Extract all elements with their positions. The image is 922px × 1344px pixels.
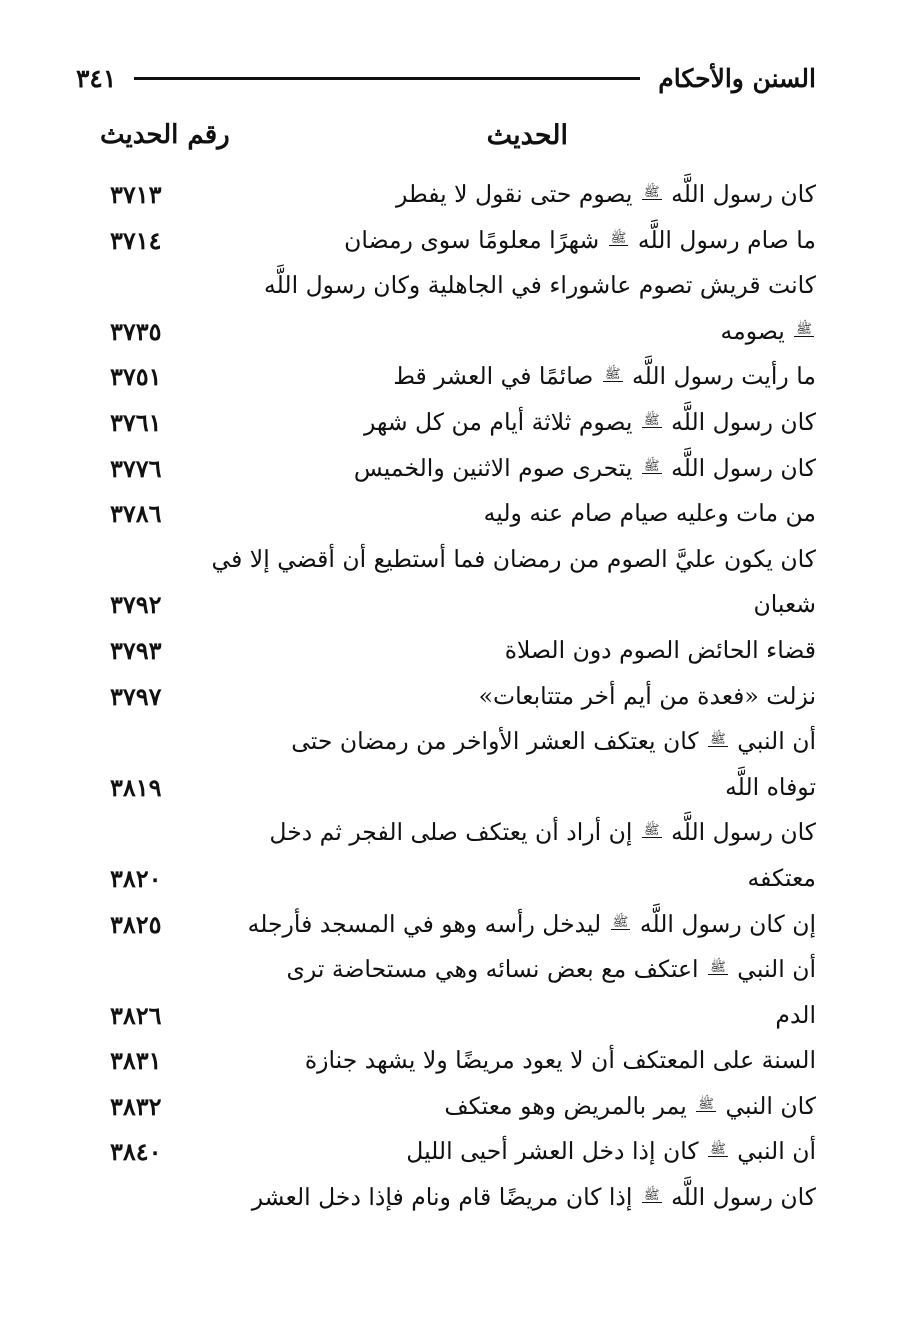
salawat-symbol: ﷺ — [710, 960, 726, 976]
hadith-number: ٣٨٣٢ — [110, 1091, 162, 1121]
hadith-text-part: إذا كان مريضًا قام ونام فإذا دخل العشر — [251, 1183, 633, 1212]
hadith-text-part: صائمًا في العشر قط — [393, 362, 594, 391]
running-head — [76, 58, 816, 98]
hadith-number: ٣٧٩٣ — [110, 635, 162, 665]
salawat-symbol: ﷺ — [710, 732, 726, 748]
header-rule — [134, 77, 640, 80]
hadith-text-part: معتكفه — [747, 863, 816, 892]
hadith-text-part: إن أراد أن يعتكف صلى الفجر ثم دخل — [269, 818, 633, 847]
hadith-text-part: يمر بالمريض وهو معتكف — [444, 1091, 687, 1120]
salawat-symbol: ﷺ — [796, 321, 812, 337]
index-line — [100, 582, 816, 628]
index-line — [100, 628, 816, 674]
hadith-text-part: توفاه اللَّه — [725, 772, 816, 801]
column-headers — [100, 116, 816, 162]
hadith-text — [248, 902, 816, 948]
index-line — [100, 947, 816, 993]
hadith-text-part: كان رسول اللَّه — [671, 1183, 816, 1212]
hadith-number: ٣٧٩٧ — [110, 681, 162, 711]
index-line — [100, 537, 816, 583]
hadith-index — [100, 172, 816, 1221]
hadith-text — [444, 1084, 816, 1130]
hadith-text-part: الدم — [775, 1000, 816, 1029]
hadith-text-part: كان يعتكف العشر الأواخر من رمضان حتى — [291, 727, 699, 756]
hadith-text-part: قضاء الحائض الصوم دون الصلاة — [504, 635, 816, 664]
salawat-symbol: ﷺ — [643, 412, 660, 428]
book-title: السنن والأحكام — [658, 63, 816, 93]
hadith-number: ٣٧٣٥ — [110, 316, 162, 346]
salawat-symbol: ﷺ — [698, 1096, 714, 1112]
index-line — [100, 1129, 816, 1175]
number-column-header: رقم الحديث — [100, 120, 230, 150]
hadith-text-part: كان رسول اللَّه — [671, 453, 816, 482]
hadith-text-part: اعتكف مع بعض نسائه وهي مستحاضة ترى — [286, 955, 699, 984]
hadith-text-part: السنة على المعتكف أن لا يعود مريضًا ولا يشهد جنازة — [304, 1046, 816, 1075]
hadith-text-part: من مات وعليه صيام صام عنه وليه — [483, 499, 816, 528]
hadith-text — [406, 1129, 816, 1175]
hadith-text — [287, 947, 817, 993]
hadith-number: ٣٧٧٦ — [110, 453, 162, 483]
hadith-text-part: أن النبي — [737, 955, 816, 984]
hadith-text — [721, 309, 816, 355]
hadith-text — [775, 993, 816, 1039]
hadith-text-part: شعبان — [753, 590, 816, 619]
salawat-symbol: ﷺ — [610, 230, 627, 246]
hadith-column-header: الحديث — [486, 120, 568, 151]
index-line — [100, 902, 816, 948]
index-line — [100, 446, 816, 492]
hadith-number: ٣٧٨٦ — [110, 499, 162, 529]
hadith-text-part: إن كان رسول اللَّه — [639, 909, 816, 938]
hadith-text-part: كان إذا دخل العشر أحيى الليل — [406, 1137, 699, 1166]
hadith-text-part: كان يكون عليَّ الصوم من رمضان فما أستطيع أن أقضي إلا في — [211, 544, 816, 573]
index-line — [100, 400, 816, 446]
hadith-number: ٣٧١٣ — [110, 180, 162, 209]
hadith-text-part: كان رسول اللَّه — [671, 407, 816, 436]
hadith-text — [484, 491, 816, 537]
index-line — [100, 1038, 816, 1084]
salawat-symbol: ﷺ — [604, 367, 621, 383]
hadith-number: ٣٨٤٠ — [110, 1137, 162, 1167]
hadith-text-part: نزلت «فعدة من أيم أخر متتابعات» — [478, 681, 816, 710]
hadith-text — [725, 765, 816, 811]
hadith-text — [505, 628, 816, 674]
hadith-number: ٣٨٢٠ — [110, 863, 162, 893]
index-line — [100, 1175, 816, 1221]
hadith-text-part: كان رسول اللَّه — [671, 818, 816, 847]
index-line — [100, 1084, 816, 1130]
hadith-text — [364, 400, 816, 446]
salawat-symbol: ﷺ — [643, 823, 660, 839]
hadith-number: ٣٨٢٥ — [110, 909, 162, 939]
page-number: ٣٤١ — [76, 63, 117, 93]
hadith-text — [393, 354, 816, 400]
hadith-number: ٣٧٦١ — [110, 407, 162, 437]
index-line — [100, 719, 816, 765]
hadith-number: ٣٧٩٢ — [110, 590, 162, 620]
hadith-text — [479, 674, 816, 720]
hadith-text-part: كان النبي — [725, 1091, 816, 1120]
salawat-symbol: ﷺ — [643, 458, 660, 474]
index-line — [100, 856, 816, 902]
index-line — [100, 218, 816, 264]
hadith-number: ٣٨١٩ — [110, 772, 162, 802]
salawat-symbol: ﷺ — [710, 1142, 726, 1158]
hadith-text-part: ليدخل رأسه وهو في المسجد فأرجله — [247, 909, 602, 938]
hadith-text — [252, 1175, 816, 1221]
index-line — [100, 993, 816, 1039]
hadith-text — [753, 582, 816, 628]
hadith-text — [748, 856, 816, 902]
hadith-text — [396, 172, 816, 218]
hadith-text-part: يصوم ثلاثة أيام من كل شهر — [364, 407, 633, 436]
hadith-text — [212, 537, 816, 583]
hadith-number: ٣٧١٤ — [110, 225, 162, 255]
hadith-text — [305, 1038, 816, 1084]
hadith-text-part: ما صام رسول اللَّه — [637, 225, 816, 254]
salawat-symbol: ﷺ — [643, 1188, 660, 1204]
hadith-number: ٣٨٢٦ — [110, 1000, 162, 1030]
hadith-text — [269, 810, 816, 856]
hadith-text-part: أن النبي — [737, 727, 816, 756]
hadith-text — [264, 263, 816, 309]
hadith-text-part: يتحرى صوم الاثنين والخميس — [353, 453, 633, 482]
salawat-symbol: ﷺ — [643, 185, 660, 200]
index-line — [100, 765, 816, 811]
index-line — [100, 263, 816, 309]
hadith-text-part: كانت قريش تصوم عاشوراء في الجاهلية وكان رسول اللَّه — [264, 271, 816, 300]
hadith-number: ٣٨٣١ — [110, 1046, 162, 1076]
hadith-text-part: ما رأيت رسول اللَّه — [632, 362, 816, 391]
hadith-text-part: أن النبي — [737, 1137, 816, 1166]
index-line — [100, 354, 816, 400]
hadith-text-part: شهرًا معلومًا سوى رمضان — [344, 225, 600, 254]
index-line — [100, 491, 816, 537]
index-line — [100, 810, 816, 856]
hadith-text-part: يصوم حتى نقول لا يفطر — [396, 180, 633, 208]
index-line — [100, 309, 816, 355]
hadith-text-part: كان رسول اللَّه — [671, 180, 816, 208]
index-line — [100, 172, 816, 218]
hadith-text — [344, 218, 816, 264]
hadith-number: ٣٧٥١ — [110, 362, 162, 392]
index-line — [100, 674, 816, 720]
hadith-text-part: يصومه — [720, 316, 785, 345]
hadith-text — [291, 719, 816, 765]
hadith-text — [354, 446, 816, 492]
salawat-symbol: ﷺ — [612, 914, 629, 930]
